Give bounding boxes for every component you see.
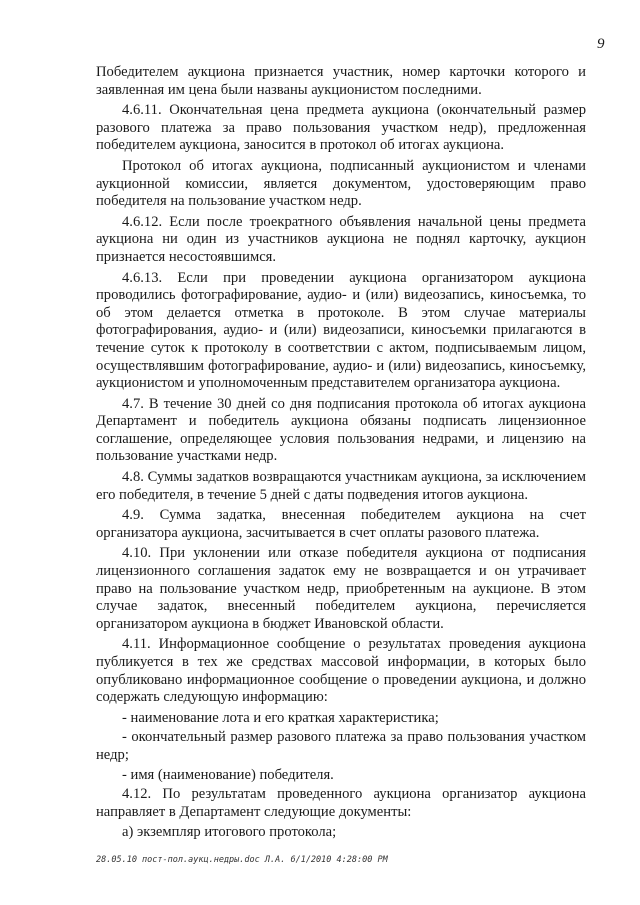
paragraph: 4.9. Сумма задатка, внесенная победителем аукциона на счет организатора аукциона, засчитывается в счет оплаты разового платежа. <box>96 507 586 541</box>
list-item: - окончательный размер разового платежа за право пользования участком недр; <box>96 729 586 763</box>
document-footer: 28.05.10 пост-пол.аукц.недры.doc Л.А. 6/1/2010 4:28:00 PM <box>96 855 388 865</box>
document-body <box>96 64 586 845</box>
paragraph: Протокол об итогах аукциона, подписанный аукционистом и членами аукционной комиссии, является документом, удостоверяющим право победителя на пользование участком недр. <box>96 157 586 210</box>
list-item: - наименование лота и его краткая характеристика; <box>122 709 439 726</box>
paragraph: 4.10. При уклонении или отказе победителя аукциона от подписания лицензионного соглашения задаток ему не возвращается и он утрачивает право на пользование участком недр, приобретенным на аукционе. В этом случае задаток, внесенный победителем аукциона, перечисляется организатором аукциона в бюджет Ивановской области. <box>96 545 586 632</box>
paragraph: 4.6.13. Если при проведении аукциона организатором аукциона проводились фотографирование, аудио- и (или) видеозапись, киносъемка, то об этом делается отметка в протоколе. В этом случае материалы фотографирования, аудио- и (или) видеозаписи, киносъемки прилагаются в течение суток к протоколу в соответствии с актом, подписываемым лицом, осуществлявшим фотографирование, аудио- и (или) видеозапись, киносъемку, аукционистом и уполномоченным представителем организатора аукциона. <box>96 269 586 392</box>
paragraph: 4.6.12. Если после троекратного объявления начальной цены предмета аукциона ни один из участников аукциона не поднял карточку, аукцион признается несостоявшимся. <box>96 213 586 265</box>
paragraph: 4.8. Суммы задатков возвращаются участникам аукциона, за исключением его победителя, в течение 5 дней с даты подведения итогов аукциона. <box>96 469 586 503</box>
paragraph: 4.12. По результатам проведенного аукциона организатор аукциона направляет в Департамент следующие документы: <box>96 786 586 820</box>
list-item: - имя (наименование) победителя. <box>122 766 334 783</box>
list-item: а) экземпляр итогового протокола; <box>122 824 337 841</box>
paragraph: 4.7. В течение 30 дней со дня подписания протокола об итогах аукциона Департамент и победитель аукциона обязаны подписать лицензионное соглашение, определяющее условия пользования недрами, и лицензию на пользование участками недр. <box>96 395 586 465</box>
page-number: 9 <box>597 36 605 52</box>
paragraph: 4.6.11. Окончательная цена предмета аукциона (окончательный размер разового платежа за право пользования участком недр), предложенная победителем аукциона, заносится в протокол об итогах аукциона. <box>96 102 586 154</box>
paragraph: 4.11. Информационное сообщение о результатах проведения аукциона публикуется в тех же средствах массовой информации, в которых было опубликовано информационное сообщение о проведении аукциона, и должно содержать следующую информацию: <box>96 636 586 706</box>
paragraph: Победителем аукциона признается участник, номер карточки которого и заявленная им цена были названы аукционистом последними. <box>96 64 586 98</box>
